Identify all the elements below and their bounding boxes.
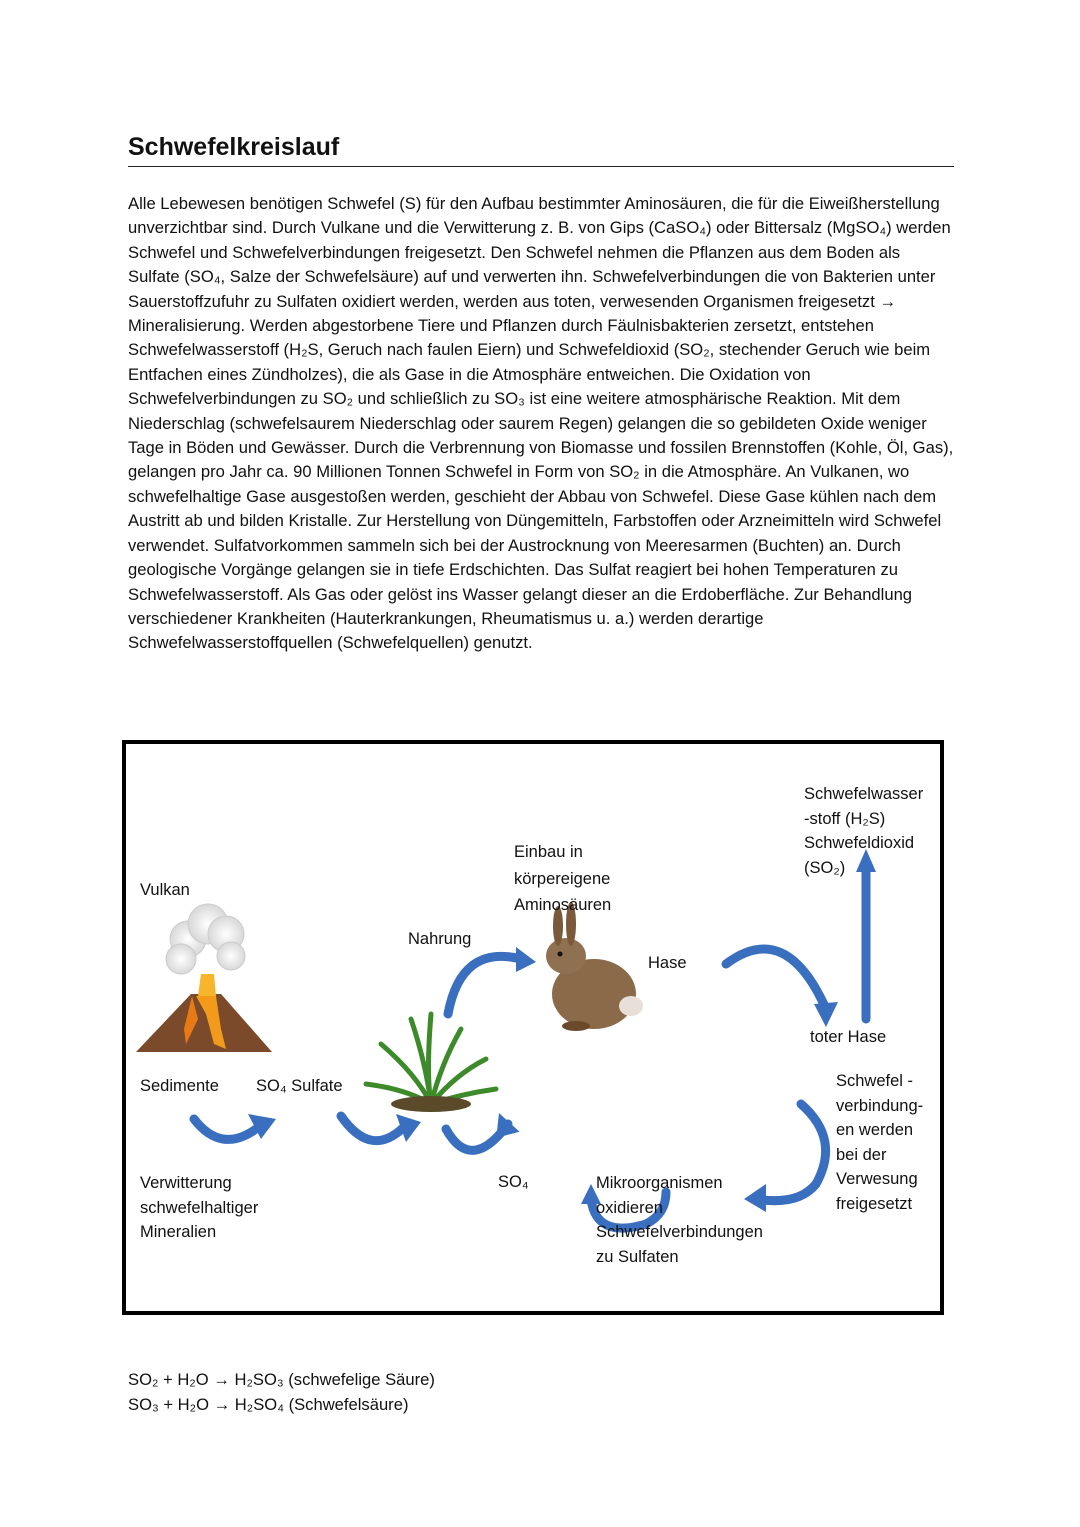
sulfur-cycle-diagram [122,740,944,1315]
label-rabbit: Hase [648,954,687,972]
label-decomposition: Schwefel - verbindung- en werden bei der Verwesung freigesetzt [836,1072,924,1213]
food-arrow [448,956,521,1014]
formula-list [128,1368,435,1417]
volcano-image [136,904,272,1052]
plant-uptake-arrow-left [341,1116,404,1141]
page-title: Schwefelkreislauf [128,130,954,167]
label-volcano: Vulkan [140,881,190,899]
label-so4: SO₄ [498,1173,529,1191]
label-food: Nahrung [408,930,472,948]
death-arrow [726,949,826,1009]
formula-sulfurous-acid: SO₂ + H₂O → H₂SO₃ (schwefelige Säure) [128,1370,435,1389]
label-amino-acids: Einbau in körpereigene Aminosäuren [514,843,612,914]
label-sediments: Sedimente [140,1077,219,1095]
label-microorganisms: Mikroorganismen oxidieren Schwefelverbindungen zu Sulfaten [596,1174,763,1266]
decomposition-arrow [756,1104,826,1201]
sediment-to-sulfate-arrow [194,1119,256,1139]
body-paragraph: Alle Lebewesen benötigen Schwefel (S) für den Aufbau bestimmter Aminosäuren, die für die Eiweißherstellung unverzichtbar sind. Durch Vulkane und die Verwitterung z. B. von Gips (CaSO₄) oder Bittersalz (MgSO₄) werden Schwefel und Schwefelverbindungen freigesetzt. Den Schwefel nehmen die Pflanzen aus dem Boden als Sulfate (SO₄, Salze der Schwefelsäure) auf und verwerten ihn. Schwefelverbindungen die von Bakterien unter Sauerstoffzufuhr zu Sulfaten oxidiert werden, werden aus toten, verwesenden Organismen freigesetzt → Mineralisierung. Werden abgestorbene Tiere und Pflanzen durch Fäulnisbakterien zersetzt, entstehen Schwefelwasserstoff (H₂S, Geruch nach faulen Eiern) und Schwefeldioxid (SO₂, stechender Geruch wie beim Entfachen eines Zündholzes), die als Gase in die Atmosphäre entweichen. Die Oxidation von Schwefelverbindungen zu SO₂ und schließlich zu SO₃ ist eine weitere atmosphärische Reaktion. Mit dem Niederschlag (schwefelsaurem Niederschlag oder saurem Regen) gelangen die so gebildeten Oxide weniger Tage in Böden und Gewässer. Durch die Verbrennung von Biomasse und fossilen Brennstoffen (Kohle, Öl, Gas), gelangen pro Jahr ca. 90 Millionen Tonnen Schwefel in Form von SO₂ in die Atmosphäre. An Vulkanen, wo schwefelhaltige Gase ausgestoßen werden, geschieht der Abbau von Schwefel. Diese Gase kühlen nach dem Austritt ab und bilden Kristalle. Zur Herstellung von Düngemitteln, Farbstoffen oder Arzneimitteln wird Schwefel verwendet. Sulfatvorkommen sammeln sich bei der Austrocknung von Meeresarmen (Buchten) an. Durch geologische Vorgänge gelangen sie in tiefe Erdschichten. Das Sulfat reagiert bei hohen Temperaturen zu Schwefelwasserstoff. Als Gas oder gelöst ins Wasser gelangt dieser an die Erdoberfläche. Zur Behandlung verschiedener Krankheiten (Hauterkrankungen, Rheumatismus u. a.) werden derartige Schwefelwasserstoffquellen (Schwefelquellen) genutzt. [128,194,954,653]
rabbit-image [546,902,643,1031]
fern-plant-image [366,1014,496,1112]
label-sulfates: SO₄ Sulfate [256,1077,343,1095]
formula-sulfuric-acid: SO₃ + H₂O → H₂SO₄ (Schwefelsäure) [128,1394,409,1414]
label-dead-rabbit: toter Hase [810,1028,887,1046]
label-gases: Schwefelwasser -stoff (H₂S) Schwefeldioxid (SO₂) [804,785,924,877]
label-weathering: Verwitterung schwefelhaltiger Mineralien [140,1174,259,1241]
